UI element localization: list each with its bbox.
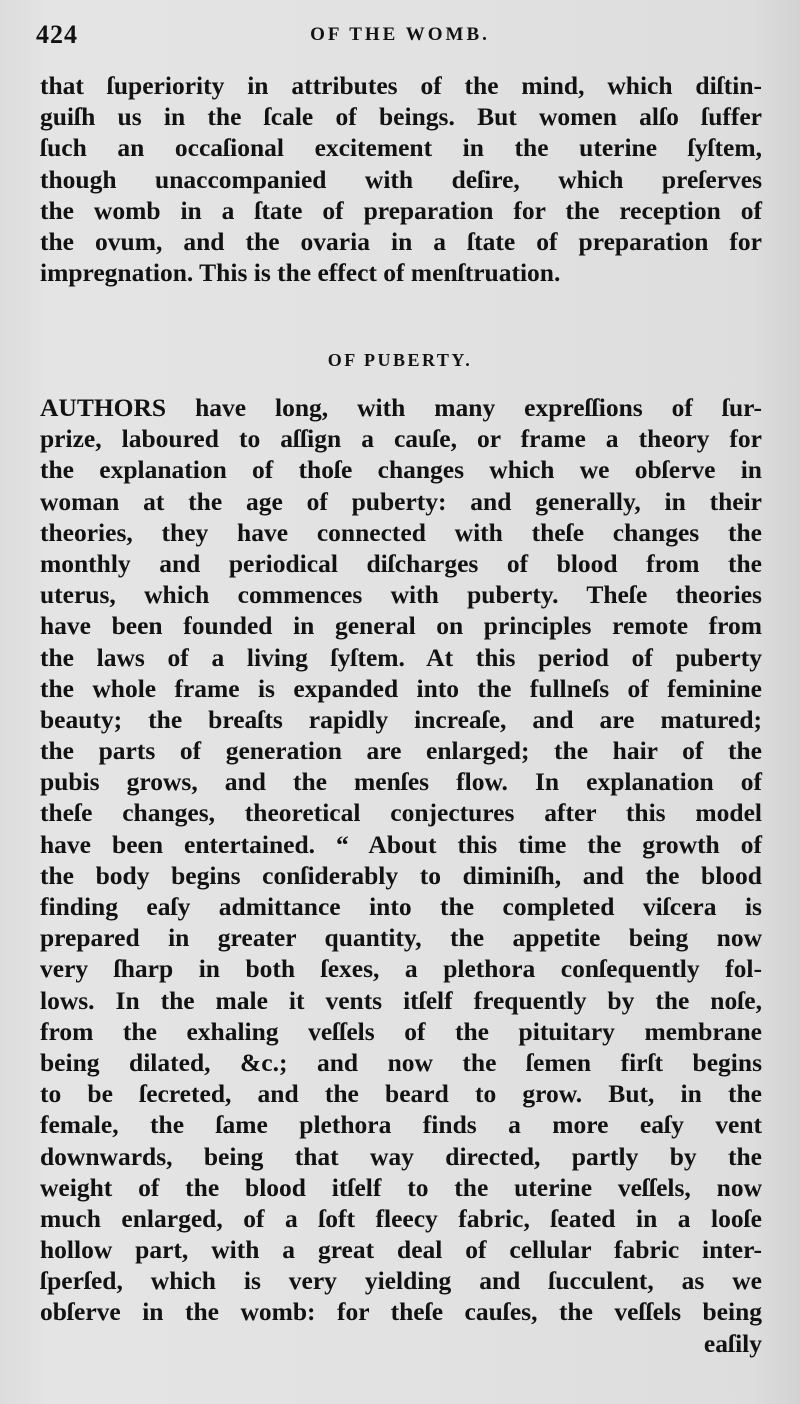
text-line: finding eaſy admittance into the completed viſcera is [40,892,762,921]
section-heading-puberty: OF PUBERTY. [327,350,473,370]
running-head: OF THE WOMB. [310,24,490,45]
text-line: prize, laboured to aſſign a cauſe, or frame a theory for [40,424,762,454]
paragraph-womb-excitement [40,70,762,288]
text-line: pubis grows, and the menſes flow. In explanation of [40,767,762,797]
text-line: theſe changes, theoretical conjectures after this model [40,798,762,828]
text-line: the womb in a ſtate of preparation for the reception of [40,195,762,225]
text-line: AUTHORS have long, with many expreſſions of ſur- [40,393,762,422]
text-line: the body begins conſiderably to diminiſh, and the blood [40,860,762,890]
text-line: have been entertained. “ About this time the growth of [40,829,762,859]
text-line: uterus, which commences with puberty. Theſe theories [40,580,762,610]
text-line: the whole frame is expanded into the fullneſs of feminine [40,673,762,703]
text-line: beauty; the breaſts rapidly increaſe, and are matured; [40,704,762,734]
text-line: guiſh us in the ſcale of beings. But women alſo ſuffer [40,102,762,132]
text-line: ſperſed, which is very yielding and ſucculent, as we [40,1266,762,1296]
text-line: weight of the blood itſelf to the uterine veſſels, now [40,1172,762,1202]
text-line: the ovum, and the ovaria in a ſtate of preparation for [40,226,762,256]
text-line: obſerve in the womb: for theſe cauſes, the veſſels being [40,1297,762,1327]
text-line: the parts of generation are enlarged; the hair of the [40,736,762,766]
text-line: the laws of a living ſyſtem. At this period of puberty [40,642,762,672]
text-line: downwards, being that way directed, partly by the [40,1141,762,1171]
text-line: lows. In the male it vents itſelf frequently by the noſe, [40,985,762,1015]
text-line: ſuch an occaſional excitement in the uterine ſyſtem, [40,133,762,163]
page-header [36,14,764,54]
text-line: have been founded in general on principles remote from [40,611,762,641]
text-line: very ſharp in both ſexes, a plethora conſequently fol- [40,954,762,984]
text-line: to be ſecreted, and the beard to grow. But, in the [40,1079,762,1109]
text-line: much enlarged, of a ſoft fleecy fabric, ſeated in a looſe [40,1203,762,1233]
text-line: that ſuperiority in attributes of the mind, which diſtin- [40,71,762,100]
text-line: female, the ſame plethora finds a more eaſy vent [40,1110,762,1140]
text-line: woman at the age of puberty: and generally, in their [40,486,762,516]
text-line: impregnation. This is the effect of menſtruation. [40,258,561,288]
text-line: prepared in greater quantity, the appetite being now [40,923,762,953]
text-line: hollow part, with a great deal of cellular fabric inter- [40,1235,762,1265]
page-number: 424 [36,20,78,49]
text-line: from the exhaling veſſels of the pituitary membrane [40,1016,762,1046]
catchword: eaſily [703,1328,762,1358]
text-line: though unaccompanied with deſire, which preſerves [40,164,762,194]
text-line: theories, they have connected with theſe changes the [40,517,762,547]
text-line: monthly and periodical diſcharges of blood from the [40,548,762,578]
paragraph-puberty [40,392,762,1359]
text-line: being dilated, &c.; and now the ſemen firſt begins [40,1047,762,1077]
text-line: the explanation of thoſe changes which we obſerve in [40,455,762,485]
